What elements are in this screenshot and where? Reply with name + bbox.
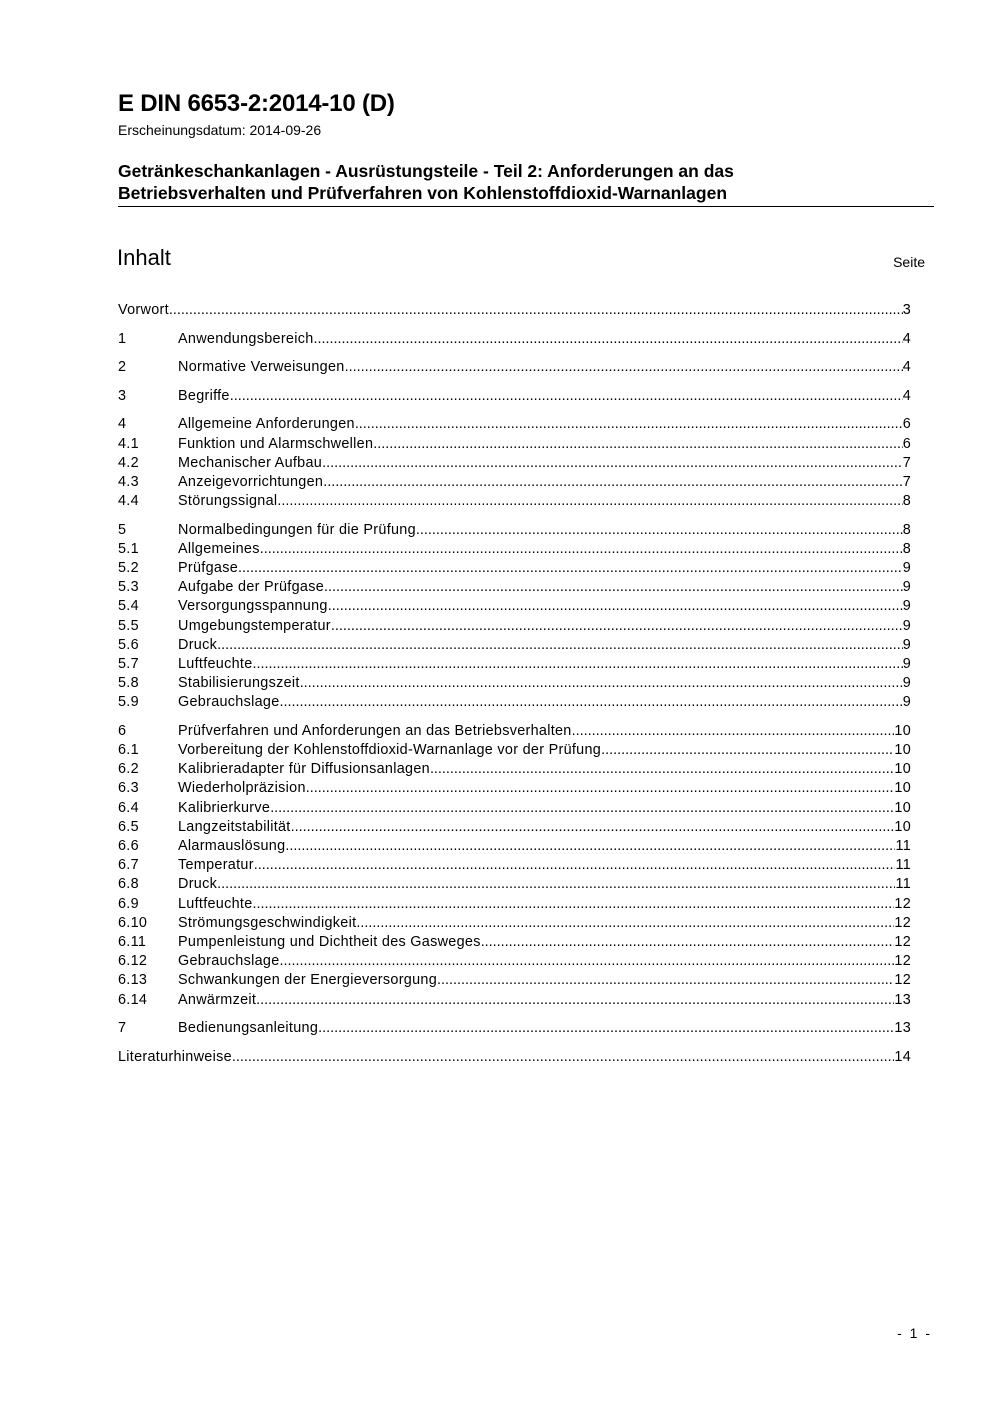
toc-entry-label: Pumpenleistung und Dichtheit des Gasweges — [178, 933, 481, 950]
toc-entry-page: 6 — [902, 416, 911, 433]
toc-entry-page: 8 — [902, 493, 911, 510]
toc-dot-leader — [291, 818, 895, 837]
toc-page-column-label: Seite — [893, 254, 925, 270]
toc-entry-label: Versorgungsspannung — [178, 598, 328, 615]
toc-entry[interactable] — [118, 330, 911, 349]
toc-entry-number: 4.4 — [118, 493, 139, 510]
toc-entry-number: 5.4 — [118, 598, 139, 615]
toc-entry[interactable] — [118, 415, 911, 434]
toc-entry[interactable] — [118, 722, 911, 741]
toc-dot-leader — [328, 597, 903, 616]
toc-entry[interactable] — [118, 674, 911, 693]
toc-entry-number: 6.2 — [118, 761, 139, 778]
toc-entry[interactable] — [118, 856, 911, 875]
toc-entry-label: Anwärmzeit — [178, 991, 257, 1008]
toc-entry-page: 10 — [894, 780, 911, 797]
toc-entry-label: Kalibrieradapter für Diffusionsanlagen — [178, 761, 430, 778]
toc-entry-number: 6.13 — [118, 972, 148, 989]
toc-dot-leader — [355, 415, 903, 434]
toc-entry-number: 6.5 — [118, 818, 139, 835]
toc-dot-leader — [217, 875, 895, 894]
toc-entry[interactable] — [118, 301, 911, 320]
document-title — [118, 160, 918, 204]
toc-entry-label: Bedienungsanleitung — [178, 1020, 319, 1037]
toc-entry-label: Vorbereitung der Kohlenstoffdioxid-Warnanlage vor der Prüfung — [178, 742, 602, 759]
toc-entry-page: 11 — [895, 857, 911, 874]
toc-dot-leader — [300, 674, 903, 693]
toc-dot-leader — [232, 1048, 895, 1067]
toc-dot-leader — [481, 933, 895, 952]
toc-entry-label: Prüfgase — [178, 560, 238, 577]
toc-entry-label: Temperatur — [178, 857, 254, 874]
toc-entry-label: Vorwort — [118, 302, 169, 318]
toc-dot-leader — [373, 435, 902, 454]
toc-dot-leader — [260, 540, 903, 559]
toc-dot-leader — [314, 330, 903, 349]
toc-entry-label: Gebrauchslage — [178, 694, 280, 711]
toc-entry-page: 9 — [902, 598, 911, 615]
toc-dot-leader — [254, 856, 896, 875]
toc-entry-label: Umgebungstemperatur — [178, 617, 331, 634]
toc-entry[interactable] — [118, 1019, 911, 1038]
toc-entry-label: Prüfverfahren und Anforderungen an das Betriebsverhalten — [178, 722, 572, 739]
toc-entry-page: 4 — [902, 387, 911, 404]
toc-entry-number: 6.14 — [118, 991, 148, 1008]
toc-entry-page: 4 — [902, 330, 911, 347]
toc-dot-leader — [238, 559, 903, 578]
toc-dot-leader — [416, 521, 903, 540]
toc-entry-label: Langzeitstabilität — [178, 818, 291, 835]
toc-entry-label: Normalbedingungen für die Prüfung — [178, 521, 416, 538]
toc-entry[interactable] — [118, 492, 911, 511]
toc-entry-label: Druck — [178, 636, 218, 653]
toc-dot-leader — [572, 722, 895, 741]
toc-entry-number: 6.4 — [118, 799, 139, 816]
toc-entry-label: Druck — [178, 876, 218, 893]
toc-entry-page: 9 — [902, 617, 911, 634]
toc-entry-page: 9 — [902, 636, 911, 653]
document-title-line-1: Getränkeschankanlagen - Ausrüstungsteile - Teil 2: Anforderungen an das — [118, 161, 734, 181]
toc-dot-leader — [230, 387, 903, 406]
toc-entry-page: 9 — [902, 579, 911, 596]
toc-entry-page: 11 — [895, 876, 911, 893]
toc-dot-leader — [437, 971, 894, 990]
toc-dot-leader — [270, 799, 894, 818]
toc-dot-leader — [280, 693, 903, 712]
toc-entry[interactable] — [118, 435, 911, 454]
toc-entry[interactable] — [118, 655, 911, 674]
toc-entry-page: 9 — [902, 655, 911, 672]
table-of-contents — [118, 301, 911, 1067]
toc-entry[interactable] — [118, 521, 911, 540]
toc-dot-leader — [285, 837, 895, 856]
toc-entry-label: Gebrauchslage — [178, 953, 280, 970]
toc-entry-label: Aufgabe der Prüfgase — [178, 579, 325, 596]
toc-entry-label: Normative Verweisungen — [178, 359, 345, 376]
toc-entry-number: 6.3 — [118, 780, 139, 797]
toc-dot-leader — [318, 1019, 894, 1038]
toc-entry[interactable] — [118, 578, 911, 597]
toc-entry-number: 1 — [118, 330, 127, 347]
toc-entry-number: 6.11 — [118, 933, 147, 950]
toc-dot-leader — [331, 617, 903, 636]
toc-entry-page: 10 — [894, 761, 911, 778]
footer-page-number: - 1 - — [897, 1325, 932, 1341]
toc-entry-number: 4.2 — [118, 454, 139, 471]
toc-entry-page: 12 — [894, 953, 911, 970]
toc-entry-label: Wiederholpräzision — [178, 780, 306, 797]
toc-entry[interactable] — [118, 636, 911, 655]
toc-entry[interactable] — [118, 837, 911, 856]
toc-entry-number: 6 — [118, 722, 127, 739]
toc-dot-leader — [601, 741, 894, 760]
publication-date: Erscheinungsdatum: 2014-09-26 — [118, 122, 322, 138]
toc-entry-label: Strömungsgeschwindigkeit — [178, 914, 357, 931]
toc-dot-leader — [256, 991, 894, 1010]
toc-entry-label: Allgemeine Anforderungen — [178, 416, 355, 433]
toc-entry[interactable] — [118, 914, 911, 933]
toc-entry-page: 10 — [894, 722, 911, 739]
toc-entry-number: 2 — [118, 359, 127, 376]
toc-entry[interactable] — [118, 1048, 911, 1067]
toc-entry-page: 11 — [895, 838, 911, 855]
toc-entry-number: 7 — [118, 1020, 127, 1037]
toc-entry-number: 5.2 — [118, 560, 139, 577]
toc-dot-leader — [324, 578, 903, 597]
toc-entry-page: 10 — [894, 799, 911, 816]
toc-entry-number: 3 — [118, 387, 127, 404]
toc-entry-number: 4.1 — [118, 435, 139, 452]
toc-dot-leader — [356, 914, 894, 933]
toc-entry[interactable] — [118, 559, 911, 578]
title-divider — [118, 206, 934, 207]
toc-entry-label: Luftfeuchte — [178, 895, 253, 912]
toc-entry[interactable] — [118, 779, 911, 798]
toc-entry-page: 12 — [894, 933, 911, 950]
toc-entry-number: 4.3 — [118, 473, 139, 490]
toc-entry[interactable] — [118, 597, 911, 616]
toc-entry[interactable] — [118, 818, 911, 837]
toc-entry-number: 5.8 — [118, 675, 139, 692]
toc-entry-label: Anzeigevorrichtungen — [178, 473, 324, 490]
toc-entry-label: Literaturhinweise — [118, 1048, 232, 1065]
toc-entry-number: 6.10 — [118, 914, 148, 931]
toc-entry-page: 13 — [894, 1020, 911, 1037]
toc-dot-leader — [253, 655, 903, 674]
toc-entry-page: 9 — [902, 675, 911, 692]
toc-entry-number: 6.1 — [118, 742, 139, 759]
toc-entry-page: 4 — [902, 359, 911, 376]
toc-entry-number: 6.7 — [118, 857, 139, 874]
toc-entry-number: 6.9 — [118, 895, 139, 912]
toc-entry-label: Anwendungsbereich — [178, 330, 314, 347]
toc-entry[interactable] — [118, 952, 911, 971]
toc-entry-number: 5.1 — [118, 540, 139, 557]
toc-entry-page: 3 — [902, 302, 911, 318]
toc-entry-number: 5.6 — [118, 636, 139, 653]
toc-entry[interactable] — [118, 387, 911, 406]
toc-entry-page: 12 — [894, 914, 911, 931]
toc-entry[interactable] — [118, 617, 911, 636]
toc-entry-page: 8 — [902, 521, 911, 538]
toc-entry-label: Schwankungen der Energieversorgung — [178, 972, 438, 989]
toc-entry[interactable] — [118, 933, 911, 952]
toc-entry-number: 6.8 — [118, 876, 139, 893]
toc-entry-label: Störungssignal — [178, 493, 278, 510]
toc-entry-number: 5.5 — [118, 617, 139, 634]
toc-entry-number: 6.12 — [118, 953, 148, 970]
toc-entry-label: Mechanischer Aufbau — [178, 454, 323, 471]
toc-entry[interactable] — [118, 540, 911, 559]
toc-entry-label: Stabilisierungszeit — [178, 675, 300, 692]
toc-dot-leader — [306, 779, 895, 798]
toc-entry-number: 5.9 — [118, 694, 139, 711]
toc-entry[interactable] — [118, 895, 911, 914]
document-id: E DIN 6653-2:2014-10 (D) — [118, 90, 395, 117]
toc-entry-number: 5.7 — [118, 655, 139, 672]
toc-entry[interactable] — [118, 473, 911, 492]
toc-entry[interactable] — [118, 741, 911, 760]
toc-entry-page: 13 — [894, 991, 911, 1008]
toc-entry-number: 6.6 — [118, 838, 139, 855]
toc-entry-label: Begriffe — [178, 387, 230, 404]
toc-entry[interactable] — [118, 799, 911, 818]
toc-entry-page: 9 — [902, 694, 911, 711]
toc-entry-label: Kalibrierkurve — [178, 799, 271, 816]
toc-entry-page: 6 — [902, 435, 911, 452]
toc-entry-label: Luftfeuchte — [178, 655, 253, 672]
toc-entry-label: Alarmauslösung — [178, 838, 286, 855]
toc-entry[interactable] — [118, 693, 911, 712]
toc-entry[interactable] — [118, 760, 911, 779]
toc-entry-number: 4 — [118, 416, 127, 433]
toc-dot-leader — [280, 952, 895, 971]
toc-entry[interactable] — [118, 991, 911, 1010]
toc-dot-leader — [430, 760, 894, 779]
toc-entry[interactable] — [118, 971, 911, 990]
toc-entry-number: 5 — [118, 521, 127, 538]
toc-dot-leader — [277, 492, 902, 511]
toc-entry-label: Allgemeines — [178, 540, 260, 557]
toc-entry-page: 9 — [902, 560, 911, 577]
toc-entry[interactable] — [118, 454, 911, 473]
toc-heading: Inhalt — [117, 245, 171, 270]
toc-dot-leader — [253, 895, 895, 914]
toc-entry-page: 7 — [902, 473, 911, 490]
toc-dot-leader — [345, 358, 903, 377]
toc-entry-page: 7 — [902, 454, 911, 471]
toc-dot-leader — [217, 636, 903, 655]
toc-dot-leader — [323, 473, 902, 492]
toc-entry-page: 10 — [894, 818, 911, 835]
toc-entry-label: Funktion und Alarmschwellen — [178, 435, 374, 452]
toc-entry[interactable] — [118, 358, 911, 377]
toc-dot-leader — [322, 454, 903, 473]
toc-entry-page: 12 — [894, 895, 911, 912]
toc-entry-page: 12 — [894, 972, 911, 989]
toc-entry-page: 8 — [902, 540, 911, 557]
toc-entry-page: 10 — [894, 742, 911, 759]
toc-dot-leader — [169, 301, 903, 320]
toc-entry[interactable] — [118, 875, 911, 894]
toc-entry-number: 5.3 — [118, 579, 139, 596]
toc-entry-page: 14 — [894, 1048, 911, 1065]
document-title-line-2: Betriebsverhalten und Prüfverfahren von Kohlenstoffdioxid-Warnanlagen — [118, 183, 728, 203]
